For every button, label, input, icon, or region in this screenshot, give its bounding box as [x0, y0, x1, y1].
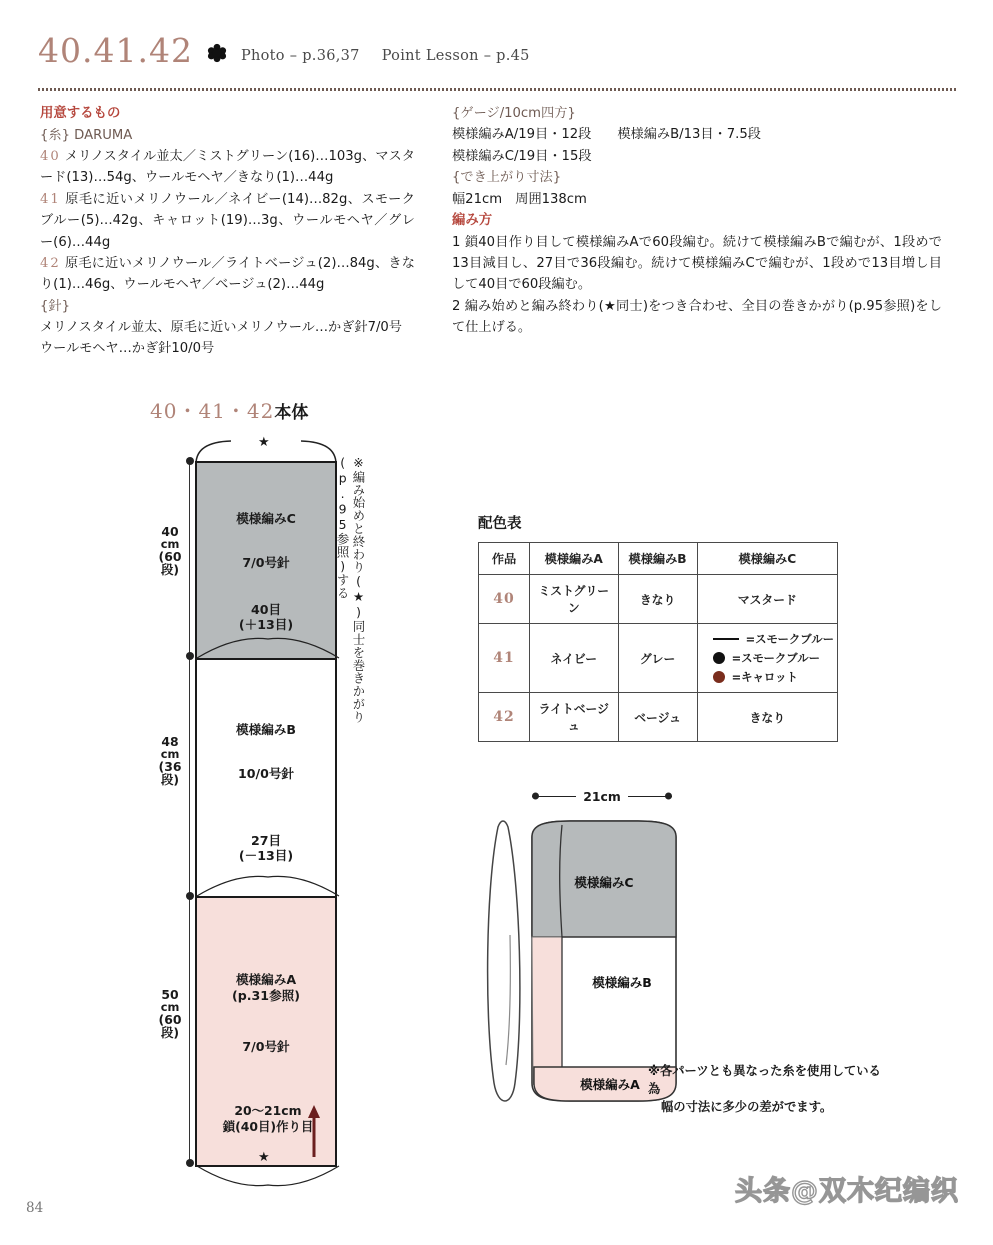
finished-diagram: [470, 775, 890, 1175]
howto-step-2: 2 編み始めと編み終わり(★同士)をつき合わせ、全目の巻きかがり(p.95参照)をして仕上げる。: [452, 298, 942, 336]
cell-a-42: ライトベージュ: [530, 693, 619, 742]
needle-line-1: メリノスタイル並太、原毛に近いメリノウール…かぎ針7/0号: [40, 320, 402, 336]
ruler-dot-1: [186, 652, 194, 660]
instructions-column: [452, 103, 942, 338]
finished-label-c: 模様編みC: [574, 875, 634, 890]
segment-c: [197, 463, 335, 658]
col-header-work: 作品: [479, 543, 530, 575]
ruler-axis: [189, 461, 190, 1163]
color-table-section: [478, 512, 838, 742]
cell-c-42: きなり: [697, 693, 837, 742]
cell-b-42: ベージュ: [618, 693, 697, 742]
ruler-a-rows: (60段): [158, 1011, 182, 1040]
legend-row-dot-carrot: [713, 669, 798, 685]
ruler-c-cm: 40: [161, 524, 179, 539]
finished-label-a: 模様編みA: [580, 1077, 640, 1092]
color-table: [478, 542, 838, 742]
legend-41: [701, 631, 834, 685]
dim-dot-right: [665, 793, 672, 800]
ruler-label-b: [153, 733, 187, 790]
body-schematic: [30, 395, 430, 1195]
ruler-dot-3: [186, 1159, 194, 1167]
yarn-brace: {糸} DARUMA: [40, 127, 133, 143]
ruler-label-a: [153, 986, 187, 1043]
materials-heading: 用意するもの: [40, 106, 121, 121]
cell-work-41: 41: [479, 624, 530, 693]
finished-note-line-2: 幅の寸法に多少の差がでます。: [661, 1099, 833, 1114]
segment-a: [197, 898, 335, 1165]
finished-size-value: 幅21cm 周囲138cm: [452, 191, 587, 207]
flower-icon: [207, 43, 227, 63]
segment-b-label: 模様編みB: [236, 722, 296, 737]
material-no-41: 41: [40, 191, 61, 207]
legend-row-line: [713, 631, 834, 647]
gauge-a: 模様編みA/19目・12段: [452, 127, 592, 143]
photo-reference[interactable]: Photo – p.36,37: [240, 48, 360, 64]
legend-dot-carrot-text: =キャロット: [731, 670, 798, 684]
col-header-c: 模様編みC: [697, 543, 837, 575]
decrease-arc: [197, 875, 339, 897]
material-no-42: 42: [40, 255, 61, 271]
segment-b-stitches: 27目: [250, 832, 282, 848]
gauge-b: 模様編みB/13目・7.5段: [617, 127, 761, 143]
star-marker-bottom: ★: [258, 1150, 270, 1165]
material-text-41: 原毛に近いメリノウール／ネイビー(14)…82g、スモークブルー(5)…42g、キャロット(19)…3g、ウールモヘヤ／グレー(6)…44g: [40, 191, 415, 250]
legend-dot-carrot-icon: [713, 671, 725, 683]
schematic-title-numbers: 40・41・42: [150, 399, 275, 423]
needle-brace: {針}: [40, 298, 70, 314]
gauge-row-ab: [452, 124, 942, 145]
gauge-c: 模様編みC/19目・15段: [452, 148, 592, 164]
segment-c-label: 模様編みC: [236, 511, 296, 526]
star-marker-top: ★: [258, 435, 270, 450]
ruler-b-cm: 48: [161, 734, 179, 749]
ruler-b-rows: (36段): [158, 758, 182, 787]
howto-step-1: 1 鎖40目作り目して模様編みAで60段編む。続けて模様編みBで編むが、1段めで13目減目し、27目で36段編む。続けて模様編みCで編むが、1段めで13目増し目して40目で60段編む。: [452, 234, 942, 293]
schematic-title: [150, 395, 308, 424]
ruler-dot-0: [186, 457, 194, 465]
cell-work-42: 42: [479, 693, 530, 742]
ruler-b-unit: cm: [160, 746, 180, 761]
legend-dot-dark-text: =スモークブルー: [731, 651, 820, 665]
page-title: 40.41.42: [38, 31, 193, 70]
legend-line-text: =スモークブルー: [745, 632, 834, 646]
segment-b: [197, 658, 335, 898]
ruler-a-unit: cm: [160, 999, 180, 1014]
gauge-brace: {ゲージ/10cm四方}: [452, 106, 576, 121]
segment-c-stitches: 40目: [250, 601, 282, 617]
materials-column: [40, 103, 415, 360]
body-rect: [195, 461, 337, 1167]
direction-arrow-icon: [307, 1105, 321, 1157]
ruler-dot-2: [186, 892, 194, 900]
cell-b-41: グレー: [618, 624, 697, 693]
legend-dot-dark-icon: [713, 652, 725, 664]
finished-size-brace: {でき上がり寸法}: [452, 170, 562, 186]
finished-width-label: 21cm: [576, 789, 628, 804]
segment-a-needle: 7/0号針: [242, 1039, 290, 1055]
cell-work-40: 40: [479, 575, 530, 624]
schematic-title-suffix: 本体: [274, 403, 309, 423]
material-text-42: 原毛に近いメリノウール／ライトベージュ(2)…84g、きなり(1)…46g、ウールモヘヤ／ベージュ(2)…44g: [40, 255, 415, 293]
material-item-40: [40, 146, 415, 189]
segment-a-label: 模様編みA: [235, 972, 297, 987]
legend-line-icon: [713, 638, 739, 641]
cell-a-40: ミストグリーン: [530, 575, 619, 624]
needle-line-2: ウールモヘヤ…かぎ針10/0号: [40, 341, 215, 357]
ruler-label-c: [153, 523, 187, 580]
cell-b-40: きなり: [618, 575, 697, 624]
increase-arc: [197, 637, 339, 659]
finished-label-b: 模様編みB: [592, 975, 652, 990]
cast-on-width: 20〜21cm: [234, 1102, 302, 1118]
point-lesson-reference[interactable]: Point Lesson – p.45: [381, 48, 530, 64]
material-item-41: [40, 189, 415, 253]
material-text-40: メリノスタイル並太／ミストグリーン(16)…103g、マスタード(13)…54g、ウールモヘヤ／きなり(1)…44g: [40, 149, 415, 186]
segment-c-change: (＋13目): [238, 616, 294, 632]
cell-c-40: マスタード: [697, 575, 837, 624]
col-header-b: 模様編みB: [618, 543, 697, 575]
legend-row-dot-blue: [713, 650, 820, 666]
material-item-42: [40, 253, 415, 296]
table-row: [479, 575, 838, 624]
finished-note-line-1: ※各パーツとも異なった糸を使用している為: [648, 1064, 881, 1096]
finished-width-dim: [532, 787, 672, 805]
material-no-40: 40: [40, 149, 61, 165]
segment-b-change: (－13目): [238, 847, 294, 863]
seam-side-note: ※編み始めと終わり(★)同士を巻きかがり(p.95参照)する: [335, 455, 366, 724]
col-header-a: 模様編みA: [530, 543, 619, 575]
segment-b-needle: 10/0号針: [237, 765, 295, 781]
page-header: [38, 31, 958, 92]
segment-c-needle: 7/0号針: [242, 554, 290, 570]
finished-note: [648, 1063, 888, 1116]
cast-on-text: 鎖(40目)作り目: [222, 1118, 314, 1134]
bottom-edge-arc: [197, 1165, 339, 1187]
cell-a-41: ネイビー: [530, 624, 619, 693]
header-divider: [38, 88, 958, 91]
color-table-title: 配色表: [478, 516, 522, 532]
ruler-a-cm: 50: [161, 987, 179, 1002]
table-row: [479, 693, 838, 742]
table-row: [479, 624, 838, 693]
ruler-c-unit: cm: [160, 536, 180, 551]
dim-dot-left: [532, 793, 539, 800]
watermark: 头条@双木纪编织: [735, 1175, 959, 1207]
page-number: 84: [26, 1200, 44, 1216]
howto-heading: 編み方: [452, 212, 493, 228]
table-header-row: [479, 543, 838, 575]
cell-c-41-legend: [697, 624, 837, 693]
segment-a-sub: (p.31参照): [231, 987, 301, 1003]
ruler-c-rows: (60段): [158, 548, 182, 577]
